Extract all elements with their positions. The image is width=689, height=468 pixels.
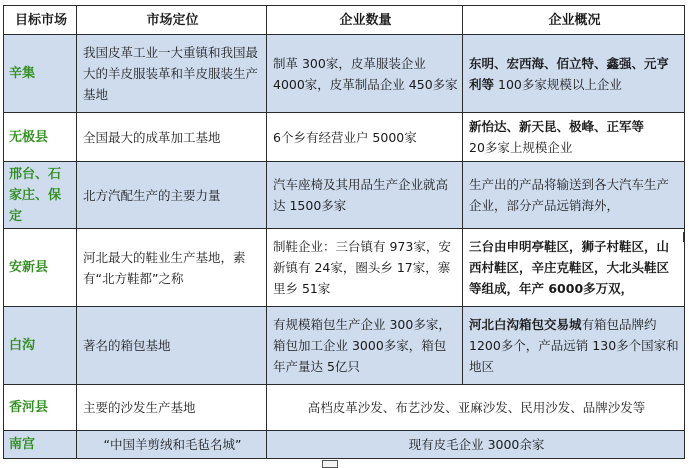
table-row bbox=[4, 307, 685, 385]
header-company-overview: 企业概况 bbox=[463, 6, 685, 35]
table-row bbox=[4, 385, 685, 431]
quantity-cell: 制革 300家，皮革服装企业 4000家，皮革制品企业 450多家 bbox=[267, 35, 463, 113]
header-market-positioning: 市场定位 bbox=[77, 6, 267, 35]
overview-text: 20多家上规模企业 bbox=[469, 140, 573, 155]
market-cell: 邢台、石家庄、保定 bbox=[4, 162, 77, 229]
merged-overview-cell: 高档皮革沙发、布艺沙发、亚麻沙发、民用沙发、品牌沙发等 bbox=[267, 385, 685, 431]
table-row bbox=[4, 113, 685, 162]
market-table bbox=[3, 5, 685, 459]
quantity-cell: 汽车座椅及其用品生产企业就高达 1500多家 bbox=[267, 162, 463, 229]
quantity-cell: 6个乡有经营业户 5000家 bbox=[267, 113, 463, 162]
market-cell: 香河县 bbox=[4, 385, 77, 431]
market-cell: 南宫 bbox=[4, 431, 77, 459]
overview-cell bbox=[463, 307, 685, 385]
position-cell: 我国皮革工业一大重镇和我国最大的羊皮服装革和羊皮服装生产基地 bbox=[77, 35, 267, 113]
market-cell: 无极县 bbox=[4, 113, 77, 162]
header-row bbox=[4, 6, 685, 35]
table-row bbox=[4, 229, 685, 307]
position-cell: 著名的箱包基地 bbox=[77, 307, 267, 385]
header-company-count: 企业数量 bbox=[267, 6, 463, 35]
market-cell: 安新县 bbox=[4, 229, 77, 307]
overview-cell: 三台由申明亭鞋区，狮子村鞋区，山西村鞋区，辛庄克鞋区，大北头鞋区等组成，年产 6000多万双， bbox=[463, 229, 685, 307]
merged-overview-cell: 现有皮毛企业 3000余家 bbox=[267, 431, 685, 459]
overview-highlight: 东明、宏西海、佰立特、鑫强、元亨利等 bbox=[469, 55, 670, 92]
table-row bbox=[4, 431, 685, 459]
table-resize-handle[interactable] bbox=[683, 232, 687, 242]
overview-highlight: 河北白沟箱包交易城 bbox=[469, 317, 582, 332]
overview-text: 生产出的产品将输送到各大汽车生产企业，部分产品远销海外， bbox=[469, 177, 670, 213]
market-cell: 白沟 bbox=[4, 307, 77, 385]
position-cell: 全国最大的成革加工基地 bbox=[77, 113, 267, 162]
table-row bbox=[4, 162, 685, 229]
overview-highlight: 新怡达、新天昆、极峰、正军等 bbox=[469, 119, 645, 134]
market-cell: 辛集 bbox=[4, 35, 77, 113]
header-target-market: 目标市场 bbox=[4, 6, 77, 35]
quantity-cell: 制鞋企业：三台镇有 973家，安新镇有 24家，圈头乡 17家，寨里乡 51家 bbox=[267, 229, 463, 307]
overview-cell bbox=[463, 35, 685, 113]
position-cell: 主要的沙发生产基地 bbox=[77, 385, 267, 431]
position-cell: 河北最大的鞋业生产基地，素有“北方鞋都”之称 bbox=[77, 229, 267, 307]
position-cell: 北方汽配生产的主要力量 bbox=[77, 162, 267, 229]
quantity-cell: 有规模箱包生产企业 300多家，箱包加工企业 3000多家，箱包年产量达 5亿只 bbox=[267, 307, 463, 385]
overview-cell bbox=[463, 162, 685, 229]
position-cell: “中国羊剪绒和毛毡名城” bbox=[77, 431, 267, 459]
overview-text: 100多家规模以上企业 bbox=[494, 76, 622, 92]
table-row bbox=[4, 35, 685, 113]
overview-text: 有箱包品牌约 1200多个，产品远销 130多个国家和地区 bbox=[469, 317, 679, 374]
overview-cell bbox=[463, 113, 685, 162]
